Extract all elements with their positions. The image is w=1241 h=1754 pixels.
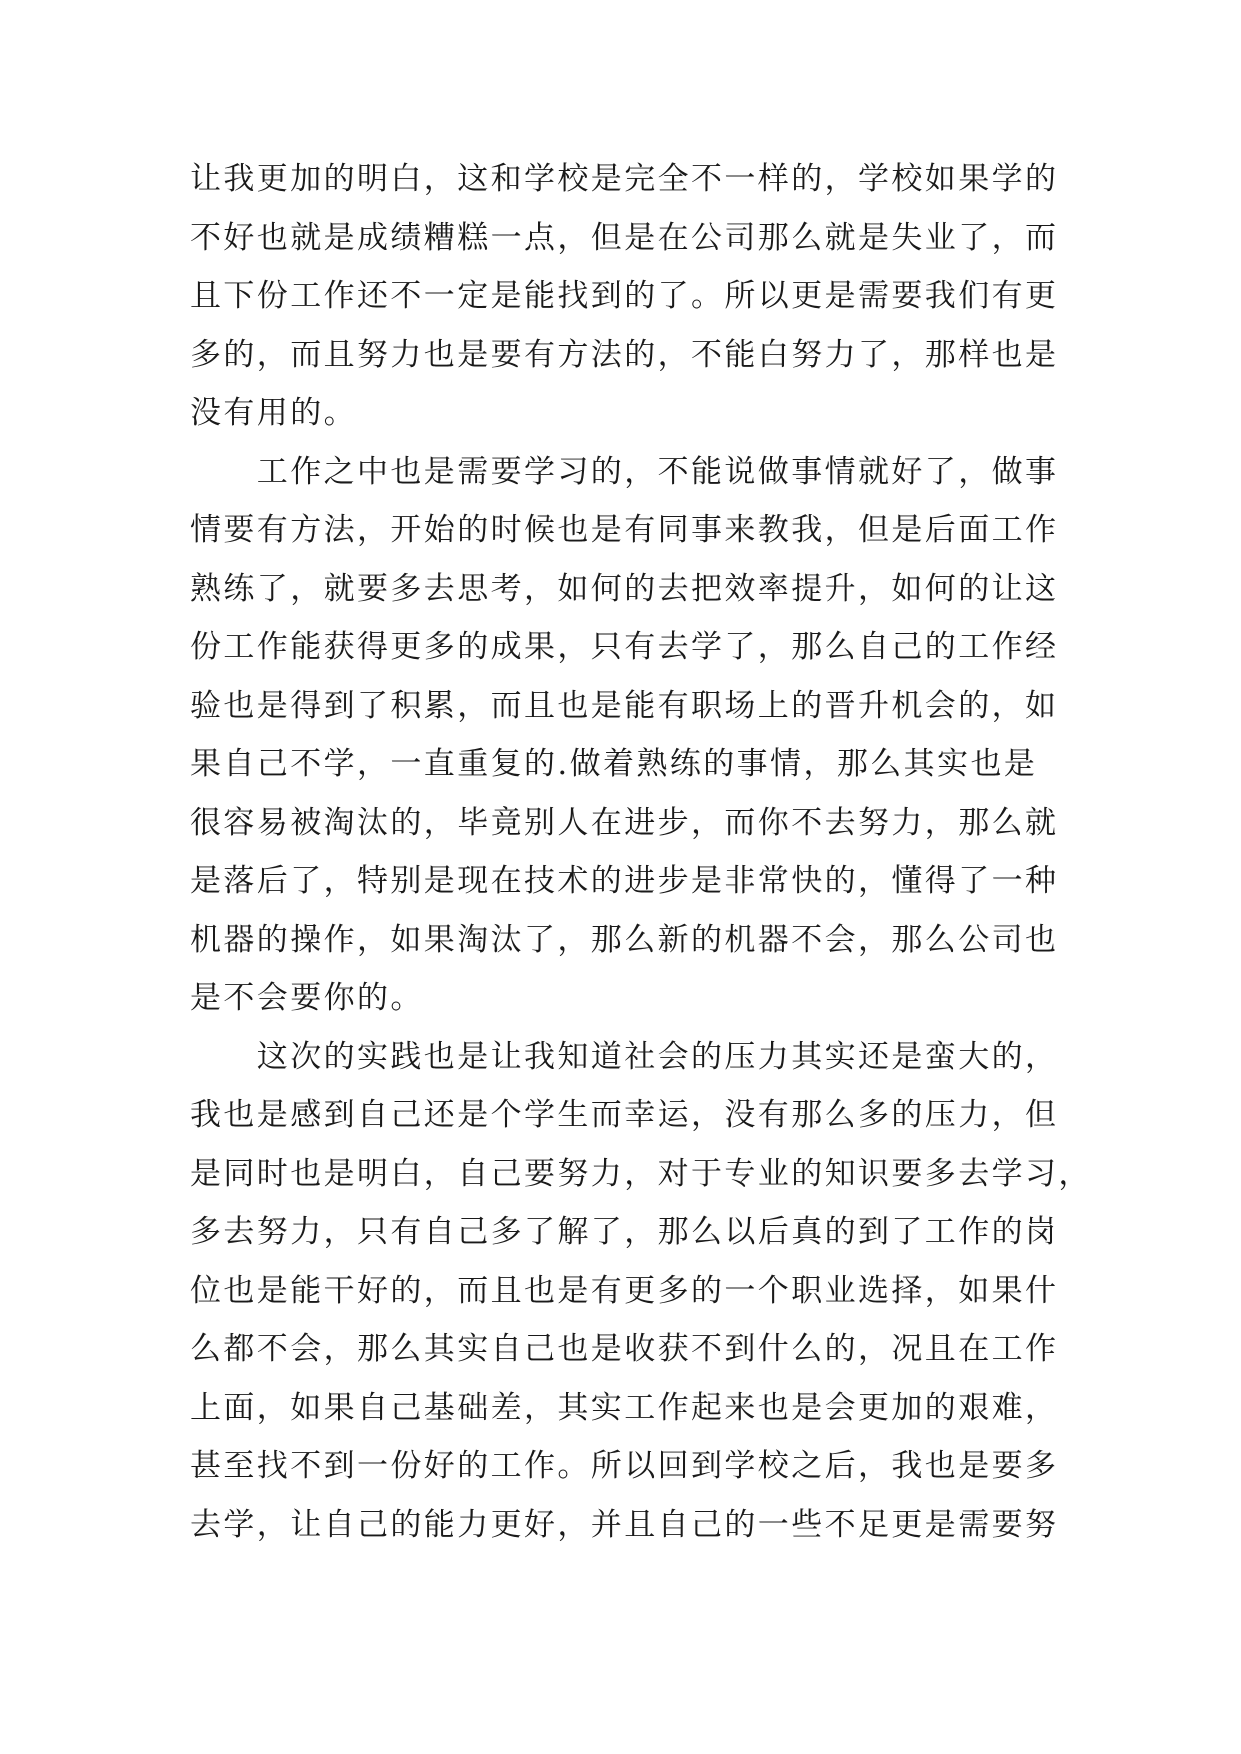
text-line: 机器的操作，如果淘汰了，那么新的机器不会，那么公司也 (190, 921, 1059, 958)
text-line: 份工作能获得更多的成果，只有去学了，那么自己的工作经 (190, 629, 1059, 665)
text-line: 我也是感到自己还是个学生而幸运，没有那么多的压力，但 (190, 1097, 1059, 1133)
text-line: 工作之中也是需要学习的，不能说做事情就好了，做事 (190, 453, 1059, 490)
text-line: 是不会要你的。 (190, 980, 424, 1016)
text-line: 情要有方法，开始的时候也是有同事来教我，但是后面工作 (190, 512, 1059, 548)
text-line: 多的，而且努力也是要有方法的，不能白努力了，那样也是 (190, 336, 1059, 373)
text-line: 这次的实践也是让我知道社会的压力其实还是蛮大的， (190, 1038, 1059, 1075)
text-line: 位也是能干好的，而且也是有更多的一个职业选择，如果什 (190, 1272, 1059, 1309)
text-line: 验也是得到了积累，而且也是能有职场上的晋升机会的，如 (190, 687, 1059, 724)
text-line: 上面，如果自己基础差，其实工作起来也是会更加的艰难， (190, 1389, 1059, 1426)
text-line: 熟练了，就要多去思考，如何的去把效率提升，如何的让这 (190, 570, 1059, 607)
text-line: 是落后了，特别是现在技术的进步是非常快的，懂得了一种 (190, 863, 1059, 899)
text-line: 么都不会，那么其实自己也是收获不到什么的，况且在工作 (190, 1331, 1059, 1367)
paragraph-1 (190, 150, 1070, 443)
text-line: 去学，让自己的能力更好，并且自己的一些不足更是需要努 (190, 1506, 1059, 1543)
text-line: 是同时也是明白，自己要努力，对于专业的知识要多去学习， (190, 1155, 1092, 1192)
text-line: 让我更加的明白，这和学校是完全不一样的，学校如果学的 (190, 161, 1059, 197)
text-line: 果自己不学，一直重复的.做着熟练的事情，那么其实也是 (190, 746, 1038, 782)
text-line: 很容易被淘汰的，毕竟别人在进步，而你不去努力，那么就 (190, 804, 1059, 841)
paragraph-3 (190, 1028, 1092, 1555)
text-line: 没有用的。 (190, 395, 357, 431)
paragraph-2 (190, 443, 1070, 1028)
document-body (190, 150, 1092, 1554)
text-line: 且下份工作还不一定是能找到的了。所以更是需要我们有更 (190, 278, 1059, 314)
text-line: 甚至找不到一份好的工作。所以回到学校之后，我也是要多 (190, 1448, 1059, 1484)
text-line: 不好也就是成绩糟糕一点，但是在公司那么就是失业了，而 (190, 219, 1059, 256)
text-line: 多去努力，只有自己多了解了，那么以后真的到了工作的岗 (190, 1214, 1059, 1250)
